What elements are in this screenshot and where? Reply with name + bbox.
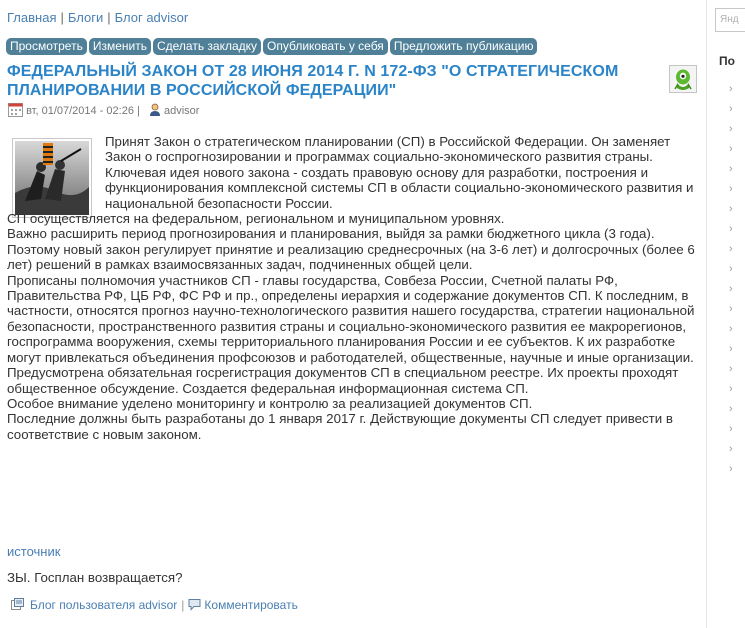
chevron-right-icon: › [729, 283, 733, 295]
post-author-link[interactable]: advisor [164, 104, 200, 117]
sidebar-heading: По [719, 54, 735, 68]
chevron-right-icon: › [729, 383, 733, 395]
post-date: вт, 01/07/2014 - 02:26 [26, 105, 134, 117]
breadcrumb-home-link[interactable]: Главная [7, 10, 57, 25]
tab-edit[interactable]: Изменить [89, 38, 151, 55]
chevron-right-icon: › [729, 443, 733, 455]
comment-link[interactable]: Комментировать [204, 598, 298, 612]
calendar-icon [8, 102, 23, 120]
article-paragraph: Предусмотрена обязательная госрегистрация документов СП в специальном реестре. Их проекты проходят общественное обсуждение. Создается федеральная информационная система СП. [7, 365, 679, 396]
tab-publish-own[interactable]: Опубликовать у себя [263, 38, 388, 55]
breadcrumb-blogs-link[interactable]: Блоги [67, 10, 104, 25]
node-tabs [6, 38, 539, 55]
chevron-right-icon: › [729, 143, 733, 155]
chevron-right-icon: › [729, 243, 733, 255]
user-icon [149, 103, 161, 120]
article-body [7, 134, 703, 442]
article-paragraph: Последние должны быть разработаны до 1 января 2017 г. Действующие документы СП следует привести в соответствие с новым законом. [7, 411, 673, 442]
article-paragraph: Прописаны полномочия участников СП - главы государства, Совбеза России, Счетной палаты РФ, Правительства РФ, ЦБ РФ, ФС РФ и пр., определены иерархия и содержание документов СП. К последним, в частности, относятся прогноз научно-технологического развития нашего государства, стратегии национальной безопасности, пространственного развития страны и социально-экономического развития ее макрорегионов, госпрограмма вооружения, схемы территориального планирования России и ее субъектов. К их разработке могут привлекаться объединения профсоюзов и работодателей, общественные, научные и иные организации. [7, 272, 695, 365]
article-paragraph: Особое внимание уделено мониторингу и контролю за реализацией документов СП. [7, 395, 533, 411]
comment-icon [188, 598, 201, 613]
chevron-right-icon: › [729, 423, 733, 435]
article-paragraph: Ключевая идея нового закона - создать правовую основу для разработки, построения и функционирования комплексной системы СП в области социально-экономического развития и национальной безопасности России. [105, 164, 694, 211]
meta-separator: | [137, 105, 140, 117]
postscript: ЗЫ. Госплан возвращается? [7, 570, 183, 585]
chevron-right-icon: › [729, 83, 733, 95]
article-paragraph: Важно расширить период прогнозирования и планирования, выйдя за рамки бюджетного цикла (3 года). Поэтому новый закон регулирует принятие и реализацию среднесрочных (на 3-6 лет) и долгосрочных (более 6 лет) решений в рамках взаимосвязанных задач, подчиненных общей цели. [7, 226, 695, 273]
chevron-right-icon: › [729, 343, 733, 355]
post-links [11, 598, 298, 613]
breadcrumb-separator: | [60, 10, 64, 25]
chevron-right-icon: › [729, 263, 733, 275]
post-meta [8, 102, 199, 118]
user-blog-link[interactable]: Блог пользователя advisor [30, 598, 178, 612]
chevron-right-icon: › [729, 323, 733, 335]
chevron-right-icon: › [729, 203, 733, 215]
chevron-right-icon: › [729, 303, 733, 315]
chevron-right-icon: › [729, 163, 733, 175]
page-title: ФЕДЕРАЛЬНЫЙ ЗАКОН ОТ 28 ИЮНЯ 2014 Г. N 172-ФЗ "О СТРАТЕГИЧЕСКОМ ПЛАНИРОВАНИИ В РОССИЙСКОЙ ФЕДЕРАЦИИ" [7, 63, 619, 99]
yandex-search-input[interactable]: Янд [715, 8, 745, 32]
chevron-right-icon: › [729, 123, 733, 135]
tab-suggest-publication[interactable]: Предложить публикацию [390, 38, 538, 55]
article-paragraph: Принят Закон о стратегическом планировании (СП) в Российской Федерации. Он заменяет Закон о госпрогнозировании и программах социально-экономического развития страны. [105, 134, 671, 165]
article-paragraph: СП осуществляется на федеральном, региональном и муниципальном уровнях. [7, 211, 505, 227]
chevron-right-icon: › [729, 103, 733, 115]
chevron-right-icon: › [729, 403, 733, 415]
chevron-right-icon: › [729, 183, 733, 195]
tab-bookmark[interactable]: Сделать закладку [153, 38, 261, 55]
links-separator: | [181, 598, 185, 612]
breadcrumb-separator: | [107, 10, 111, 25]
alien-icon [670, 66, 696, 92]
tab-view[interactable]: Просмотреть [6, 38, 87, 55]
right-sidebar [706, 0, 739, 628]
author-avatar[interactable] [669, 65, 697, 93]
chevron-right-icon: › [729, 363, 733, 375]
source-link[interactable]: источник [7, 544, 61, 559]
blog-icon [11, 598, 24, 613]
breadcrumb-blog-link[interactable]: Блог advisor [114, 10, 189, 25]
breadcrumb [7, 10, 188, 25]
chevron-right-icon: › [729, 463, 733, 475]
chevron-right-icon: › [729, 223, 733, 235]
